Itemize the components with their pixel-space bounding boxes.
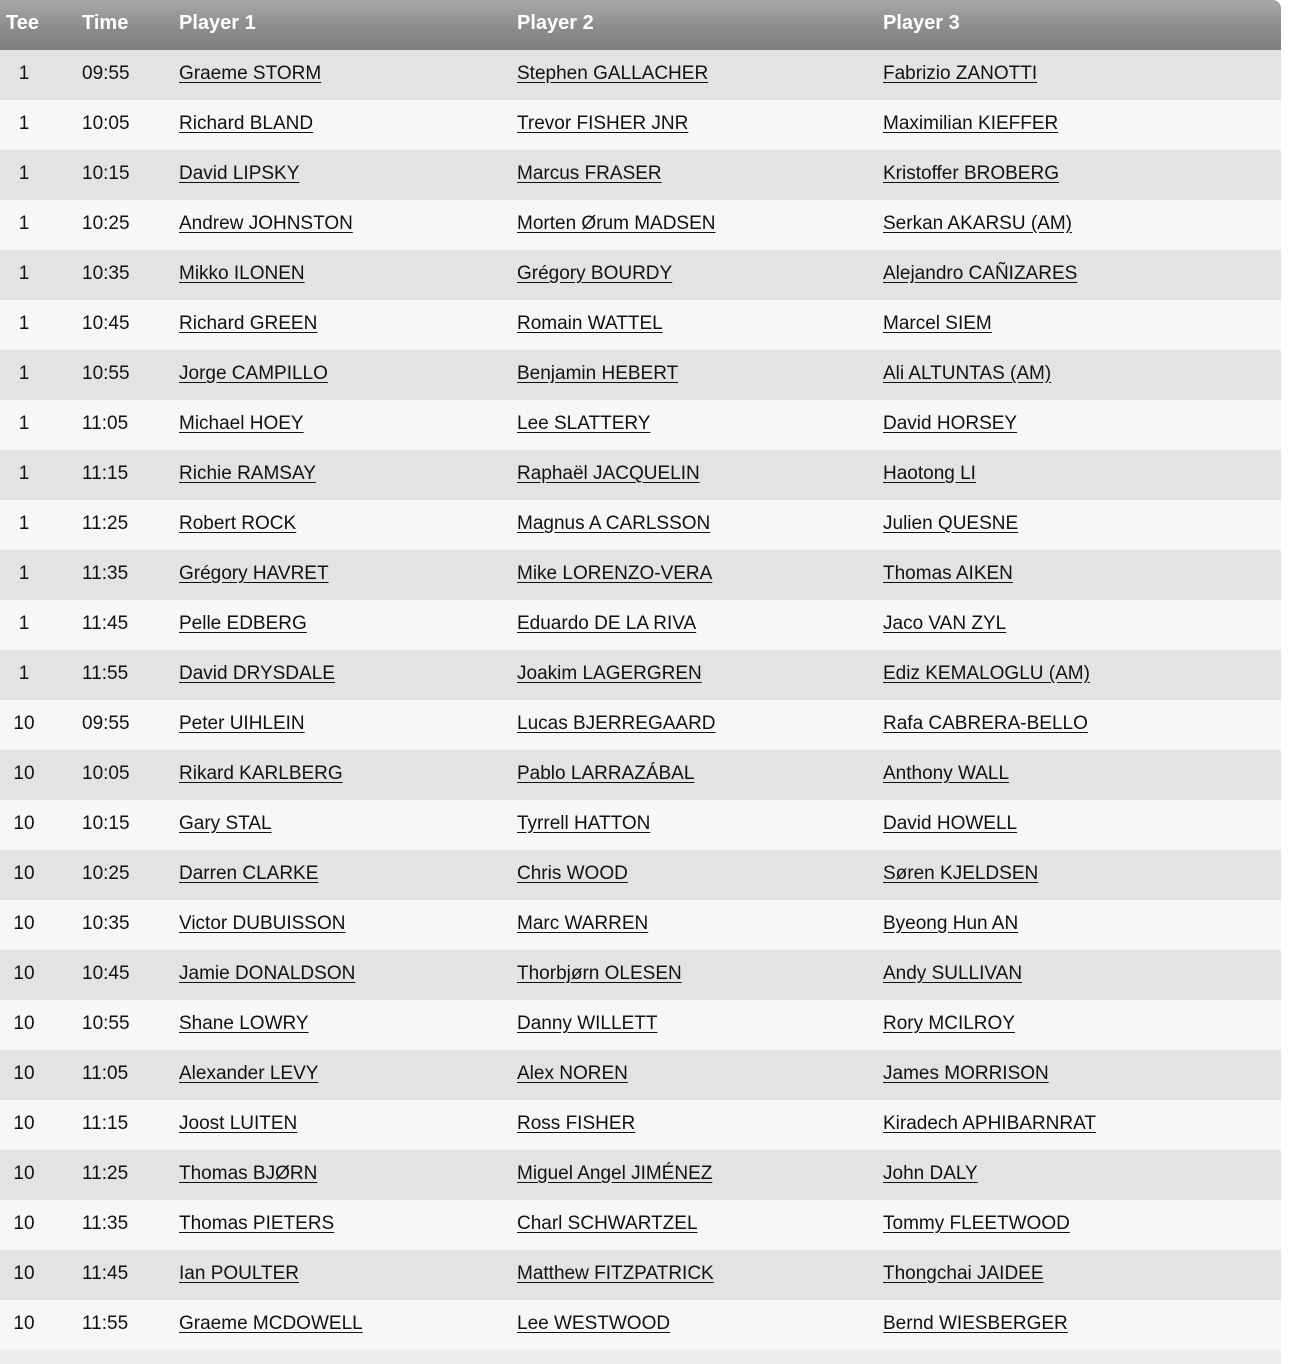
player-3-cell [883, 100, 1058, 150]
time-cell: 11:55 [82, 1313, 129, 1334]
player-3-cell [883, 400, 1017, 450]
player-1-cell [179, 450, 316, 500]
table-row [0, 900, 1281, 950]
player-2-cell [517, 400, 650, 450]
player-2-cell [517, 1050, 628, 1100]
time-cell: 10:55 [82, 1013, 130, 1034]
player-2-link[interactable]: Tyrrell HATTON [517, 813, 651, 834]
player-1-link[interactable]: Michael HOEY [179, 413, 304, 434]
player-3-link[interactable]: Anthony WALL [883, 763, 1010, 784]
player-2-link[interactable]: Matthew FITZPATRICK [517, 1263, 714, 1284]
player-3-cell [883, 850, 1038, 900]
player-2-cell [517, 50, 708, 100]
player-3-link[interactable]: Ali ALTUNTAS (AM) [883, 363, 1052, 384]
tee-cell: 10 [13, 1213, 35, 1234]
player-1-cell [179, 1050, 318, 1100]
player-3-cell [883, 600, 1006, 650]
header-time: Time [82, 12, 129, 34]
player-1-cell [179, 1300, 363, 1350]
player-2-link[interactable]: Joakim LAGERGREN [517, 663, 702, 684]
player-3-link[interactable]: John DALY [883, 1163, 978, 1184]
player-3-cell [883, 750, 1009, 800]
player-2-cell [517, 1250, 714, 1300]
player-3-cell [883, 1200, 1070, 1250]
table-row [0, 600, 1281, 650]
player-2-cell [517, 200, 715, 250]
time-cell: 10:15 [82, 163, 130, 184]
player-3-cell [883, 700, 1088, 750]
player-2-cell [517, 250, 672, 300]
player-3-link[interactable]: Julien QUESNE [883, 513, 1019, 534]
tee-cell: 1 [18, 63, 30, 84]
player-2-link[interactable]: Chris WOOD [517, 863, 628, 884]
player-2-cell [517, 800, 650, 850]
tee-cell: 1 [18, 663, 30, 684]
player-3-cell [883, 1250, 1044, 1300]
player-1-link[interactable]: Shane LOWRY [179, 1013, 309, 1034]
table-row [0, 1000, 1281, 1050]
player-3-link[interactable]: Rafa CABRERA-BELLO [883, 713, 1088, 734]
player-2-link[interactable]: Lee SLATTERY [517, 413, 651, 434]
table-row [0, 750, 1281, 800]
tee-cell: 1 [18, 563, 30, 584]
time-cell: 11:05 [82, 1063, 129, 1084]
player-1-link[interactable]: Joost LUITEN [179, 1113, 298, 1134]
player-3-link[interactable]: Haotong LI [883, 463, 976, 484]
player-2-link[interactable]: Lee WESTWOOD [517, 1313, 671, 1334]
player-1-cell [179, 700, 305, 750]
time-cell: 11:15 [82, 463, 129, 484]
table-row [0, 150, 1281, 200]
player-3-cell [883, 500, 1018, 550]
player-2-link[interactable]: Mike LORENZO-VERA [517, 563, 713, 584]
player-1-cell [179, 950, 355, 1000]
player-2-cell [517, 350, 678, 400]
time-cell: 10:35 [82, 263, 130, 284]
table-row [0, 50, 1281, 100]
time-cell: 11:45 [82, 613, 129, 634]
player-3-cell [883, 350, 1051, 400]
player-3-link[interactable]: Tommy FLEETWOOD [883, 1213, 1070, 1234]
table-row [0, 200, 1281, 250]
player-3-cell [883, 1000, 1015, 1050]
player-3-cell [883, 800, 1017, 850]
player-2-link[interactable]: Lucas BJERREGAARD [517, 713, 716, 734]
time-cell: 09:55 [82, 63, 130, 84]
player-3-link[interactable]: Thongchai JAIDEE [883, 1263, 1044, 1284]
player-1-link[interactable]: Mikko ILONEN [179, 263, 305, 284]
player-2-cell [517, 1100, 635, 1150]
player-1-link[interactable]: Rikard KARLBERG [179, 763, 343, 784]
tee-cell: 10 [13, 1263, 35, 1284]
table-row [0, 350, 1281, 400]
player-1-link[interactable]: Robert ROCK [179, 513, 297, 534]
tee-cell: 10 [13, 913, 35, 934]
time-cell: 10:05 [82, 763, 130, 784]
player-2-cell [517, 1150, 712, 1200]
time-cell: 10:55 [82, 363, 130, 384]
player-2-cell [517, 500, 710, 550]
time-cell: 10:45 [82, 313, 130, 334]
player-2-link[interactable]: Pablo LARRAZÁBAL [517, 763, 695, 784]
table-row [0, 950, 1281, 1000]
player-1-cell [179, 1100, 297, 1150]
table-row [0, 400, 1281, 450]
player-1-cell [179, 400, 304, 450]
tee-cell: 10 [13, 1113, 35, 1134]
player-2-link[interactable]: Danny WILLETT [517, 1013, 658, 1034]
tee-cell: 1 [18, 613, 30, 634]
player-1-cell [179, 150, 299, 200]
player-3-cell [883, 650, 1090, 700]
player-1-cell [179, 50, 321, 100]
player-1-cell [179, 1200, 334, 1250]
player-3-link[interactable]: Kristoffer BROBERG [883, 163, 1059, 184]
player-1-cell [179, 650, 335, 700]
player-3-cell [883, 550, 1013, 600]
player-1-link[interactable]: Victor DUBUISSON [179, 913, 346, 934]
player-2-cell [517, 650, 702, 700]
player-1-cell [179, 300, 317, 350]
player-3-cell [883, 1300, 1068, 1350]
table-row [0, 1150, 1281, 1200]
time-cell: 11:45 [82, 1263, 129, 1284]
player-2-link[interactable]: Charl SCHWARTZEL [517, 1213, 698, 1234]
player-1-link[interactable]: Jamie DONALDSON [179, 963, 356, 984]
tee-cell: 10 [13, 963, 35, 984]
time-cell: 11:15 [82, 1113, 129, 1134]
player-3-link[interactable]: Alejandro CAÑIZARES [883, 263, 1078, 284]
player-3-link[interactable]: Fabrizio ZANOTTI [883, 63, 1038, 84]
player-1-cell [179, 200, 353, 250]
player-3-link[interactable]: Rory MCILROY [883, 1013, 1015, 1034]
tee-cell: 10 [13, 763, 35, 784]
player-3-link[interactable]: Marcel SIEM [883, 313, 992, 334]
player-2-cell [517, 300, 663, 350]
time-cell: 10:05 [82, 113, 130, 134]
player-2-link[interactable]: Morten Ørum MADSEN [517, 213, 716, 234]
player-2-link[interactable]: Ross FISHER [517, 1113, 636, 1134]
player-3-cell [883, 250, 1077, 300]
player-1-cell [179, 600, 307, 650]
player-1-link[interactable]: Gary STAL [179, 813, 272, 834]
tee-cell: 1 [18, 413, 30, 434]
tee-cell: 1 [18, 363, 30, 384]
player-2-cell [517, 600, 696, 650]
time-cell: 11:25 [82, 1163, 129, 1184]
player-1-link[interactable]: Peter UIHLEIN [179, 713, 305, 734]
player-2-cell [517, 1200, 698, 1250]
table-row [0, 1250, 1281, 1300]
player-2-link[interactable]: Magnus A CARLSSON [517, 513, 711, 534]
player-3-cell [883, 450, 976, 500]
tee-cell: 10 [13, 1013, 35, 1034]
player-2-cell [517, 1000, 657, 1050]
tee-cell: 10 [13, 713, 35, 734]
player-3-link[interactable]: Andy SULLIVAN [883, 963, 1023, 984]
table-row [0, 100, 1281, 150]
player-2-cell [517, 1300, 670, 1350]
player-2-link[interactable]: Stephen GALLACHER [517, 63, 709, 84]
player-2-cell [517, 550, 712, 600]
player-1-link[interactable]: Ian POULTER [179, 1263, 300, 1284]
table-row [0, 1050, 1281, 1100]
player-3-cell [883, 200, 1072, 250]
player-1-link[interactable]: Thomas BJØRN [179, 1163, 318, 1184]
table-row [0, 250, 1281, 300]
player-1-link[interactable]: Graeme STORM [179, 63, 322, 84]
table-row [0, 800, 1281, 850]
player-1-cell [179, 1000, 309, 1050]
table-row [0, 300, 1281, 350]
time-cell: 11:35 [82, 563, 129, 584]
table-row [0, 1100, 1281, 1150]
player-2-link[interactable]: Eduardo DE LA RIVA [517, 613, 697, 634]
player-2-cell [517, 100, 688, 150]
player-2-cell [517, 950, 682, 1000]
player-3-link[interactable]: Ediz KEMALOGLU (AM) [883, 663, 1090, 684]
player-1-cell [179, 250, 305, 300]
table-row [0, 1200, 1281, 1250]
player-3-link[interactable]: Maximilian KIEFFER [883, 113, 1059, 134]
player-1-cell [179, 100, 313, 150]
tee-cell: 1 [18, 163, 30, 184]
player-1-link[interactable]: Thomas PIETERS [179, 1213, 335, 1234]
tee-cell: 10 [13, 1163, 35, 1184]
tee-cell: 10 [13, 813, 35, 834]
player-1-link[interactable]: Richard GREEN [179, 313, 318, 334]
table-row [0, 850, 1281, 900]
time-cell: 10:25 [82, 213, 130, 234]
time-cell: 11:25 [82, 513, 129, 534]
player-1-cell [179, 1250, 299, 1300]
table-footer [0, 1350, 1281, 1364]
header-player-3: Player 3 [883, 12, 960, 34]
player-1-link[interactable]: David LIPSKY [179, 163, 300, 184]
player-3-link[interactable]: Kiradech APHIBARNRAT [883, 1113, 1096, 1134]
player-2-link[interactable]: Thorbjørn OLESEN [517, 963, 682, 984]
player-3-link[interactable]: Serkan AKARSU (AM) [883, 213, 1072, 234]
table-row [0, 450, 1281, 500]
time-cell: 09:55 [82, 713, 130, 734]
player-2-link[interactable]: Alex NOREN [517, 1063, 628, 1084]
player-2-link[interactable]: Marc WARREN [517, 913, 649, 934]
player-2-link[interactable]: Marcus FRASER [517, 163, 662, 184]
player-3-link[interactable]: David HOWELL [883, 813, 1018, 834]
player-2-link[interactable]: Romain WATTEL [517, 313, 663, 334]
player-1-link[interactable]: Andrew JOHNSTON [179, 213, 353, 234]
time-cell: 11:05 [82, 413, 129, 434]
tee-cell: 1 [18, 263, 30, 284]
player-3-cell [883, 50, 1037, 100]
player-3-link[interactable]: James MORRISON [883, 1063, 1049, 1084]
player-3-cell [883, 1100, 1096, 1150]
player-2-cell [517, 750, 694, 800]
player-3-cell [883, 1150, 978, 1200]
tee-cell: 10 [13, 863, 35, 884]
tee-cell: 1 [18, 213, 30, 234]
table-row [0, 500, 1281, 550]
player-3-cell [883, 900, 1018, 950]
table-row [0, 1300, 1281, 1350]
player-2-link[interactable]: Grégory BOURDY [517, 263, 673, 284]
player-3-link[interactable]: Søren KJELDSEN [883, 863, 1039, 884]
tee-cell: 1 [18, 463, 30, 484]
player-1-cell [179, 1150, 317, 1200]
time-cell: 11:35 [82, 1213, 129, 1234]
header-tee: Tee [6, 12, 39, 34]
player-1-cell [179, 350, 328, 400]
tee-cell: 1 [18, 513, 30, 534]
player-1-link[interactable]: David DRYSDALE [179, 663, 335, 684]
table-row [0, 550, 1281, 600]
player-3-cell [883, 950, 1022, 1000]
player-2-cell [517, 450, 700, 500]
table-row [0, 700, 1281, 750]
player-1-link[interactable]: Richie RAMSAY [179, 463, 316, 484]
table-header [0, 0, 1281, 50]
player-3-link[interactable]: Bernd WIESBERGER [883, 1313, 1068, 1334]
player-3-link[interactable]: Jaco VAN ZYL [883, 613, 1007, 634]
player-1-link[interactable]: Alexander LEVY [179, 1063, 319, 1084]
player-1-link[interactable]: Grégory HAVRET [179, 563, 329, 584]
player-3-cell [883, 300, 992, 350]
tee-cell: 1 [18, 113, 30, 134]
player-1-link[interactable]: Jorge CAMPILLO [179, 363, 328, 384]
player-1-cell [179, 550, 329, 600]
tee-cell: 10 [13, 1063, 35, 1084]
player-2-cell [517, 850, 628, 900]
player-1-link[interactable]: Darren CLARKE [179, 863, 319, 884]
player-3-cell [883, 1050, 1049, 1100]
player-3-link[interactable]: David HORSEY [883, 413, 1018, 434]
player-2-link[interactable]: Trevor FISHER JNR [517, 113, 689, 134]
player-2-cell [517, 900, 648, 950]
player-1-link[interactable]: Pelle EDBERG [179, 613, 307, 634]
player-2-cell [517, 150, 662, 200]
header-player-1: Player 1 [179, 12, 256, 34]
table-row [0, 650, 1281, 700]
player-2-link[interactable]: Miguel Angel JIMÉNEZ [517, 1163, 713, 1184]
table-body [0, 50, 1281, 1350]
player-3-link[interactable]: Byeong Hun AN [883, 913, 1019, 934]
time-cell: 10:25 [82, 863, 130, 884]
player-2-cell [517, 700, 716, 750]
time-cell: 10:45 [82, 963, 130, 984]
player-1-cell [179, 900, 345, 950]
tee-cell: 10 [13, 1313, 35, 1334]
player-1-cell [179, 800, 272, 850]
player-2-link[interactable]: Benjamin HEBERT [517, 363, 679, 384]
time-cell: 10:35 [82, 913, 130, 934]
time-cell: 11:55 [82, 663, 129, 684]
player-1-link[interactable]: Graeme MCDOWELL [179, 1313, 363, 1334]
header-player-2: Player 2 [517, 12, 594, 34]
player-1-cell [179, 750, 343, 800]
player-1-cell [179, 500, 296, 550]
player-3-link[interactable]: Thomas AIKEN [883, 563, 1013, 584]
tee-cell: 1 [18, 313, 30, 334]
player-1-link[interactable]: Richard BLAND [179, 113, 314, 134]
player-1-cell [179, 850, 318, 900]
player-2-link[interactable]: Raphaël JACQUELIN [517, 463, 700, 484]
player-3-cell [883, 150, 1059, 200]
time-cell: 10:15 [82, 813, 130, 834]
